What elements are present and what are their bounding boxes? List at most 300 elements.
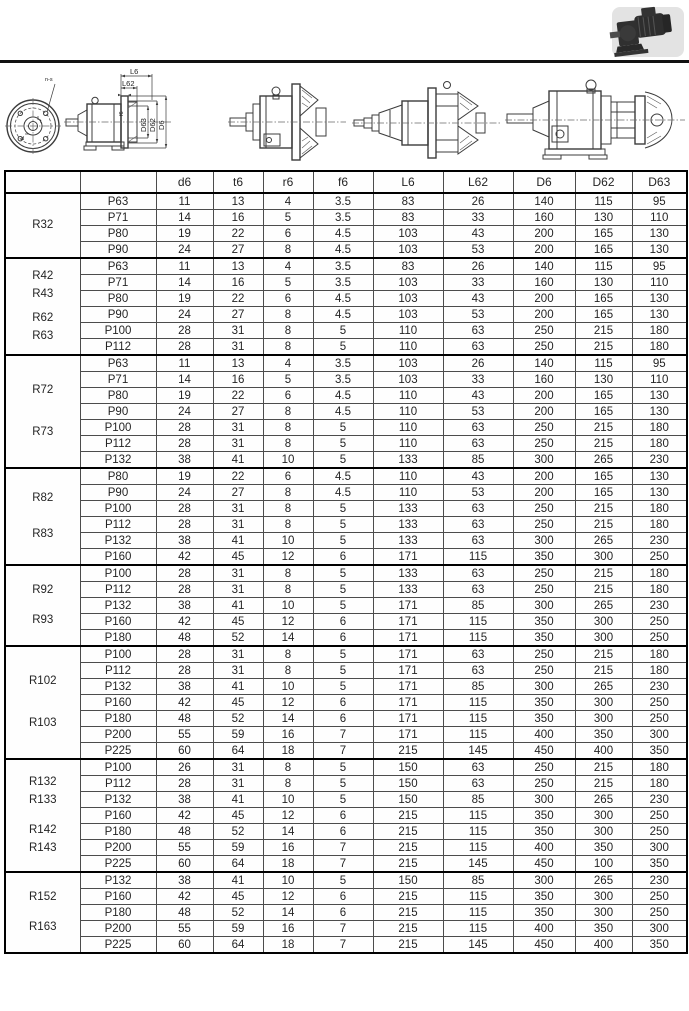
value-cell-D62: 215 bbox=[575, 646, 632, 663]
value-cell-L62: 115 bbox=[443, 727, 513, 743]
value-cell-r6: 8 bbox=[263, 517, 313, 533]
motor-size-cell: P112 bbox=[80, 582, 156, 598]
value-cell-t6: 31 bbox=[213, 565, 263, 582]
table-row bbox=[5, 808, 687, 824]
motor-size-cell: P100 bbox=[80, 420, 156, 436]
value-cell-d6: 38 bbox=[156, 792, 213, 808]
value-cell-D62: 115 bbox=[575, 355, 632, 372]
value-cell-D62: 265 bbox=[575, 679, 632, 695]
value-cell-t6: 31 bbox=[213, 776, 263, 792]
value-cell-L62: 63 bbox=[443, 646, 513, 663]
value-cell-D6: 350 bbox=[513, 905, 575, 921]
value-cell-d6: 60 bbox=[156, 937, 213, 954]
value-cell-L62: 63 bbox=[443, 759, 513, 776]
value-cell-L62: 85 bbox=[443, 792, 513, 808]
value-cell-L62: 115 bbox=[443, 824, 513, 840]
bolt-note-label: n-s bbox=[45, 77, 53, 83]
series-label: R72 bbox=[32, 384, 54, 397]
header-cell-D62: D62 bbox=[575, 171, 632, 193]
value-cell-D63: 250 bbox=[632, 808, 687, 824]
header-cell-f6: f6 bbox=[313, 171, 373, 193]
value-cell-L62: 115 bbox=[443, 614, 513, 630]
motor-size-cell: P71 bbox=[80, 372, 156, 388]
table-row bbox=[5, 404, 687, 420]
value-cell-L6: 150 bbox=[373, 776, 443, 792]
value-cell-L62: 115 bbox=[443, 921, 513, 937]
value-cell-d6: 24 bbox=[156, 307, 213, 323]
value-cell-r6: 10 bbox=[263, 598, 313, 614]
value-cell-f6: 6 bbox=[313, 614, 373, 630]
group-label-cell bbox=[5, 872, 80, 953]
value-cell-d6: 38 bbox=[156, 872, 213, 889]
value-cell-d6: 11 bbox=[156, 258, 213, 275]
header-cell-r6: r6 bbox=[263, 171, 313, 193]
value-cell-f6: 5 bbox=[313, 517, 373, 533]
table-row bbox=[5, 323, 687, 339]
table-row bbox=[5, 242, 687, 259]
table-row bbox=[5, 711, 687, 727]
header-cell-D6: D6 bbox=[513, 171, 575, 193]
value-cell-d6: 38 bbox=[156, 533, 213, 549]
motor-size-cell: P160 bbox=[80, 695, 156, 711]
value-cell-t6: 16 bbox=[213, 372, 263, 388]
table-row bbox=[5, 840, 687, 856]
value-cell-D6: 200 bbox=[513, 291, 575, 307]
header-cell-blank-1 bbox=[80, 171, 156, 193]
value-cell-r6: 8 bbox=[263, 582, 313, 598]
motor-size-cell: P80 bbox=[80, 226, 156, 242]
value-cell-D6: 200 bbox=[513, 307, 575, 323]
value-cell-f6: 6 bbox=[313, 549, 373, 566]
value-cell-L6: 103 bbox=[373, 291, 443, 307]
value-cell-t6: 41 bbox=[213, 598, 263, 614]
value-cell-D6: 300 bbox=[513, 452, 575, 469]
value-cell-D6: 140 bbox=[513, 258, 575, 275]
value-cell-t6: 31 bbox=[213, 582, 263, 598]
motor-size-cell: P100 bbox=[80, 565, 156, 582]
value-cell-D6: 250 bbox=[513, 323, 575, 339]
value-cell-D6: 350 bbox=[513, 549, 575, 566]
value-cell-L6: 103 bbox=[373, 226, 443, 242]
value-cell-r6: 4 bbox=[263, 193, 313, 210]
value-cell-f6: 5 bbox=[313, 339, 373, 356]
value-cell-r6: 18 bbox=[263, 937, 313, 954]
value-cell-D6: 350 bbox=[513, 889, 575, 905]
value-cell-r6: 6 bbox=[263, 226, 313, 242]
value-cell-t6: 41 bbox=[213, 792, 263, 808]
value-cell-D63: 350 bbox=[632, 937, 687, 954]
value-cell-t6: 45 bbox=[213, 808, 263, 824]
value-cell-f6: 3.5 bbox=[313, 210, 373, 226]
value-cell-f6: 4.5 bbox=[313, 404, 373, 420]
value-cell-D63: 180 bbox=[632, 565, 687, 582]
value-cell-D62: 300 bbox=[575, 808, 632, 824]
value-cell-L62: 145 bbox=[443, 937, 513, 954]
value-cell-d6: 48 bbox=[156, 630, 213, 647]
value-cell-t6: 22 bbox=[213, 388, 263, 404]
value-cell-L62: 85 bbox=[443, 452, 513, 469]
value-cell-D63: 180 bbox=[632, 517, 687, 533]
series-label: R43 bbox=[32, 288, 54, 300]
value-cell-D63: 180 bbox=[632, 776, 687, 792]
value-cell-r6: 10 bbox=[263, 452, 313, 469]
motor-size-cell: P80 bbox=[80, 468, 156, 485]
value-cell-t6: 41 bbox=[213, 679, 263, 695]
value-cell-r6: 4 bbox=[263, 355, 313, 372]
value-cell-D6: 250 bbox=[513, 517, 575, 533]
value-cell-d6: 14 bbox=[156, 210, 213, 226]
dimension-table bbox=[4, 170, 688, 954]
value-cell-L62: 145 bbox=[443, 743, 513, 760]
value-cell-r6: 16 bbox=[263, 840, 313, 856]
motor-size-cell: P132 bbox=[80, 598, 156, 614]
value-cell-f6: 6 bbox=[313, 630, 373, 647]
value-cell-D62: 265 bbox=[575, 792, 632, 808]
value-cell-f6: 6 bbox=[313, 889, 373, 905]
value-cell-D62: 215 bbox=[575, 663, 632, 679]
motor-size-cell: P71 bbox=[80, 210, 156, 226]
value-cell-D62: 165 bbox=[575, 388, 632, 404]
value-cell-L6: 171 bbox=[373, 646, 443, 663]
value-cell-L6: 150 bbox=[373, 792, 443, 808]
value-cell-D63: 350 bbox=[632, 856, 687, 873]
motor-size-cell: P90 bbox=[80, 485, 156, 501]
group-label-cell bbox=[5, 468, 80, 565]
value-cell-t6: 64 bbox=[213, 743, 263, 760]
value-cell-L6: 133 bbox=[373, 533, 443, 549]
value-cell-D6: 450 bbox=[513, 937, 575, 954]
value-cell-D63: 250 bbox=[632, 889, 687, 905]
series-label: R143 bbox=[29, 841, 57, 854]
series-group-R72-R73 bbox=[5, 355, 687, 468]
value-cell-d6: 55 bbox=[156, 840, 213, 856]
value-cell-D63: 130 bbox=[632, 291, 687, 307]
table-row bbox=[5, 792, 687, 808]
table-row bbox=[5, 582, 687, 598]
value-cell-d6: 28 bbox=[156, 420, 213, 436]
series-label: R102 bbox=[29, 675, 57, 688]
value-cell-D6: 350 bbox=[513, 711, 575, 727]
drawing-side-view-dimensions bbox=[64, 66, 174, 168]
value-cell-D62: 300 bbox=[575, 889, 632, 905]
value-cell-t6: 31 bbox=[213, 420, 263, 436]
value-cell-f6: 4.5 bbox=[313, 468, 373, 485]
value-cell-L6: 110 bbox=[373, 436, 443, 452]
value-cell-D63: 230 bbox=[632, 872, 687, 889]
series-label: R62 bbox=[32, 312, 54, 324]
motor-size-cell: P100 bbox=[80, 501, 156, 517]
value-cell-D6: 400 bbox=[513, 727, 575, 743]
value-cell-L6: 150 bbox=[373, 872, 443, 889]
value-cell-D62: 300 bbox=[575, 630, 632, 647]
table-row bbox=[5, 226, 687, 242]
value-cell-L6: 133 bbox=[373, 565, 443, 582]
value-cell-D63: 130 bbox=[632, 226, 687, 242]
value-cell-L62: 63 bbox=[443, 663, 513, 679]
value-cell-d6: 24 bbox=[156, 242, 213, 259]
value-cell-L62: 115 bbox=[443, 549, 513, 566]
value-cell-L62: 53 bbox=[443, 404, 513, 420]
value-cell-d6: 28 bbox=[156, 339, 213, 356]
t-dim-label: t bbox=[40, 119, 42, 125]
header-cell-t6: t6 bbox=[213, 171, 263, 193]
value-cell-D62: 215 bbox=[575, 501, 632, 517]
value-cell-D6: 350 bbox=[513, 808, 575, 824]
value-cell-D62: 265 bbox=[575, 452, 632, 469]
value-cell-f6: 7 bbox=[313, 727, 373, 743]
L62-dim-label: L62 bbox=[122, 79, 135, 88]
value-cell-d6: 48 bbox=[156, 711, 213, 727]
value-cell-L6: 103 bbox=[373, 307, 443, 323]
value-cell-D62: 165 bbox=[575, 307, 632, 323]
value-cell-D63: 110 bbox=[632, 210, 687, 226]
motor-size-cell: P90 bbox=[80, 307, 156, 323]
value-cell-L62: 43 bbox=[443, 388, 513, 404]
value-cell-r6: 8 bbox=[263, 323, 313, 339]
value-cell-L62: 63 bbox=[443, 533, 513, 549]
value-cell-r6: 16 bbox=[263, 727, 313, 743]
f6-dim-label: f6 bbox=[119, 111, 125, 116]
value-cell-D6: 250 bbox=[513, 776, 575, 792]
value-cell-L6: 171 bbox=[373, 727, 443, 743]
value-cell-d6: 48 bbox=[156, 824, 213, 840]
value-cell-d6: 28 bbox=[156, 323, 213, 339]
value-cell-t6: 52 bbox=[213, 905, 263, 921]
value-cell-D6: 160 bbox=[513, 210, 575, 226]
value-cell-f6: 5 bbox=[313, 598, 373, 614]
value-cell-L6: 103 bbox=[373, 275, 443, 291]
value-cell-r6: 6 bbox=[263, 291, 313, 307]
value-cell-r6: 12 bbox=[263, 889, 313, 905]
value-cell-D63: 230 bbox=[632, 533, 687, 549]
value-cell-t6: 27 bbox=[213, 404, 263, 420]
motor-size-cell: P71 bbox=[80, 275, 156, 291]
value-cell-r6: 12 bbox=[263, 614, 313, 630]
value-cell-r6: 10 bbox=[263, 679, 313, 695]
table-row bbox=[5, 517, 687, 533]
value-cell-D63: 110 bbox=[632, 275, 687, 291]
series-label: R152 bbox=[29, 890, 57, 903]
table-row bbox=[5, 614, 687, 630]
value-cell-d6: 42 bbox=[156, 549, 213, 566]
value-cell-D62: 300 bbox=[575, 695, 632, 711]
value-cell-D62: 265 bbox=[575, 533, 632, 549]
value-cell-r6: 18 bbox=[263, 743, 313, 760]
value-cell-f6: 7 bbox=[313, 743, 373, 760]
motor-size-cell: P63 bbox=[80, 258, 156, 275]
motor-size-cell: P180 bbox=[80, 711, 156, 727]
motor-size-cell: P132 bbox=[80, 792, 156, 808]
value-cell-t6: 45 bbox=[213, 614, 263, 630]
series-label: R132 bbox=[29, 776, 57, 789]
value-cell-d6: 60 bbox=[156, 743, 213, 760]
value-cell-D63: 250 bbox=[632, 614, 687, 630]
table-row bbox=[5, 646, 687, 663]
value-cell-D6: 250 bbox=[513, 501, 575, 517]
table-row bbox=[5, 824, 687, 840]
value-cell-f6: 5 bbox=[313, 565, 373, 582]
value-cell-D63: 250 bbox=[632, 695, 687, 711]
value-cell-D62: 265 bbox=[575, 872, 632, 889]
divider-rule bbox=[0, 60, 689, 63]
value-cell-L62: 115 bbox=[443, 808, 513, 824]
value-cell-L6: 110 bbox=[373, 468, 443, 485]
value-cell-L6: 83 bbox=[373, 193, 443, 210]
motor-size-cell: P132 bbox=[80, 452, 156, 469]
value-cell-t6: 52 bbox=[213, 824, 263, 840]
value-cell-f6: 4.5 bbox=[313, 226, 373, 242]
value-cell-f6: 6 bbox=[313, 808, 373, 824]
value-cell-t6: 59 bbox=[213, 840, 263, 856]
value-cell-D6: 350 bbox=[513, 630, 575, 647]
series-label: R103 bbox=[29, 716, 57, 729]
motor-size-cell: P180 bbox=[80, 630, 156, 647]
value-cell-L62: 26 bbox=[443, 193, 513, 210]
value-cell-t6: 13 bbox=[213, 193, 263, 210]
value-cell-d6: 42 bbox=[156, 889, 213, 905]
value-cell-L6: 215 bbox=[373, 905, 443, 921]
drawing-foot-mounted-view bbox=[505, 68, 688, 168]
series-label: R32 bbox=[32, 219, 54, 231]
value-cell-L62: 63 bbox=[443, 339, 513, 356]
group-label-cell bbox=[5, 258, 80, 355]
value-cell-t6: 41 bbox=[213, 872, 263, 889]
value-cell-L6: 83 bbox=[373, 210, 443, 226]
value-cell-L6: 133 bbox=[373, 582, 443, 598]
value-cell-f6: 4.5 bbox=[313, 242, 373, 259]
header-cell-L62: L62 bbox=[443, 171, 513, 193]
value-cell-r6: 5 bbox=[263, 210, 313, 226]
value-cell-r6: 6 bbox=[263, 388, 313, 404]
value-cell-d6: 28 bbox=[156, 565, 213, 582]
value-cell-d6: 28 bbox=[156, 646, 213, 663]
motor-size-cell: P132 bbox=[80, 679, 156, 695]
value-cell-D62: 130 bbox=[575, 210, 632, 226]
D62-dim-label: D62 bbox=[148, 118, 157, 132]
series-label: R83 bbox=[32, 528, 54, 540]
motor-size-cell: P63 bbox=[80, 355, 156, 372]
value-cell-f6: 3.5 bbox=[313, 355, 373, 372]
table-row bbox=[5, 856, 687, 873]
value-cell-D6: 200 bbox=[513, 388, 575, 404]
table-header bbox=[5, 171, 687, 193]
motor-size-cell: P63 bbox=[80, 193, 156, 210]
value-cell-f6: 7 bbox=[313, 921, 373, 937]
value-cell-L6: 171 bbox=[373, 711, 443, 727]
value-cell-f6: 5 bbox=[313, 582, 373, 598]
value-cell-L6: 133 bbox=[373, 452, 443, 469]
value-cell-L62: 43 bbox=[443, 226, 513, 242]
value-cell-L62: 63 bbox=[443, 501, 513, 517]
value-cell-D6: 450 bbox=[513, 856, 575, 873]
value-cell-L6: 103 bbox=[373, 355, 443, 372]
motor-size-cell: P180 bbox=[80, 824, 156, 840]
value-cell-t6: 52 bbox=[213, 711, 263, 727]
value-cell-r6: 18 bbox=[263, 856, 313, 873]
value-cell-f6: 5 bbox=[313, 663, 373, 679]
value-cell-f6: 4.5 bbox=[313, 388, 373, 404]
drawing-front-view bbox=[5, 72, 63, 168]
value-cell-L62: 115 bbox=[443, 711, 513, 727]
table-row bbox=[5, 420, 687, 436]
table-row bbox=[5, 452, 687, 469]
value-cell-f6: 5 bbox=[313, 792, 373, 808]
motor-size-cell: P200 bbox=[80, 921, 156, 937]
value-cell-d6: 28 bbox=[156, 663, 213, 679]
motor-size-cell: P90 bbox=[80, 242, 156, 259]
value-cell-d6: 19 bbox=[156, 226, 213, 242]
value-cell-L6: 171 bbox=[373, 663, 443, 679]
value-cell-D62: 215 bbox=[575, 776, 632, 792]
value-cell-D63: 130 bbox=[632, 307, 687, 323]
value-cell-L62: 63 bbox=[443, 776, 513, 792]
value-cell-t6: 31 bbox=[213, 323, 263, 339]
value-cell-L6: 215 bbox=[373, 937, 443, 954]
value-cell-D63: 110 bbox=[632, 372, 687, 388]
value-cell-r6: 14 bbox=[263, 630, 313, 647]
motor-size-cell: P100 bbox=[80, 759, 156, 776]
series-label: R163 bbox=[29, 921, 57, 934]
value-cell-L6: 215 bbox=[373, 921, 443, 937]
value-cell-D63: 250 bbox=[632, 824, 687, 840]
value-cell-r6: 14 bbox=[263, 711, 313, 727]
value-cell-t6: 31 bbox=[213, 646, 263, 663]
value-cell-f6: 5 bbox=[313, 420, 373, 436]
value-cell-d6: 11 bbox=[156, 193, 213, 210]
value-cell-t6: 64 bbox=[213, 937, 263, 954]
table-row bbox=[5, 727, 687, 743]
series-label: R92 bbox=[32, 583, 54, 596]
value-cell-L62: 85 bbox=[443, 598, 513, 614]
value-cell-D63: 300 bbox=[632, 840, 687, 856]
value-cell-t6: 45 bbox=[213, 695, 263, 711]
motor-size-cell: P80 bbox=[80, 291, 156, 307]
value-cell-D63: 230 bbox=[632, 598, 687, 614]
value-cell-f6: 5 bbox=[313, 436, 373, 452]
motor-size-cell: P160 bbox=[80, 549, 156, 566]
value-cell-d6: 28 bbox=[156, 517, 213, 533]
value-cell-D62: 400 bbox=[575, 937, 632, 954]
series-group-R42-R43-R62-R63 bbox=[5, 258, 687, 355]
D6-dim-label: D6 bbox=[157, 120, 166, 130]
value-cell-r6: 12 bbox=[263, 549, 313, 566]
value-cell-L6: 215 bbox=[373, 889, 443, 905]
value-cell-f6: 5 bbox=[313, 323, 373, 339]
value-cell-D63: 350 bbox=[632, 743, 687, 760]
value-cell-t6: 45 bbox=[213, 549, 263, 566]
value-cell-D6: 200 bbox=[513, 468, 575, 485]
motor-size-cell: P160 bbox=[80, 614, 156, 630]
series-label: R82 bbox=[32, 492, 54, 504]
value-cell-D6: 200 bbox=[513, 226, 575, 242]
table-row bbox=[5, 630, 687, 647]
value-cell-D62: 165 bbox=[575, 242, 632, 259]
value-cell-d6: 11 bbox=[156, 355, 213, 372]
value-cell-d6: 38 bbox=[156, 679, 213, 695]
value-cell-D63: 250 bbox=[632, 711, 687, 727]
value-cell-D63: 180 bbox=[632, 323, 687, 339]
series-label: R142 bbox=[29, 823, 57, 836]
value-cell-L62: 63 bbox=[443, 565, 513, 582]
motor-size-cell: P90 bbox=[80, 404, 156, 420]
value-cell-f6: 4.5 bbox=[313, 485, 373, 501]
value-cell-D6: 250 bbox=[513, 582, 575, 598]
value-cell-f6: 7 bbox=[313, 856, 373, 873]
table-row bbox=[5, 921, 687, 937]
motor-size-cell: P112 bbox=[80, 776, 156, 792]
value-cell-f6: 5 bbox=[313, 776, 373, 792]
motor-size-cell: P180 bbox=[80, 905, 156, 921]
